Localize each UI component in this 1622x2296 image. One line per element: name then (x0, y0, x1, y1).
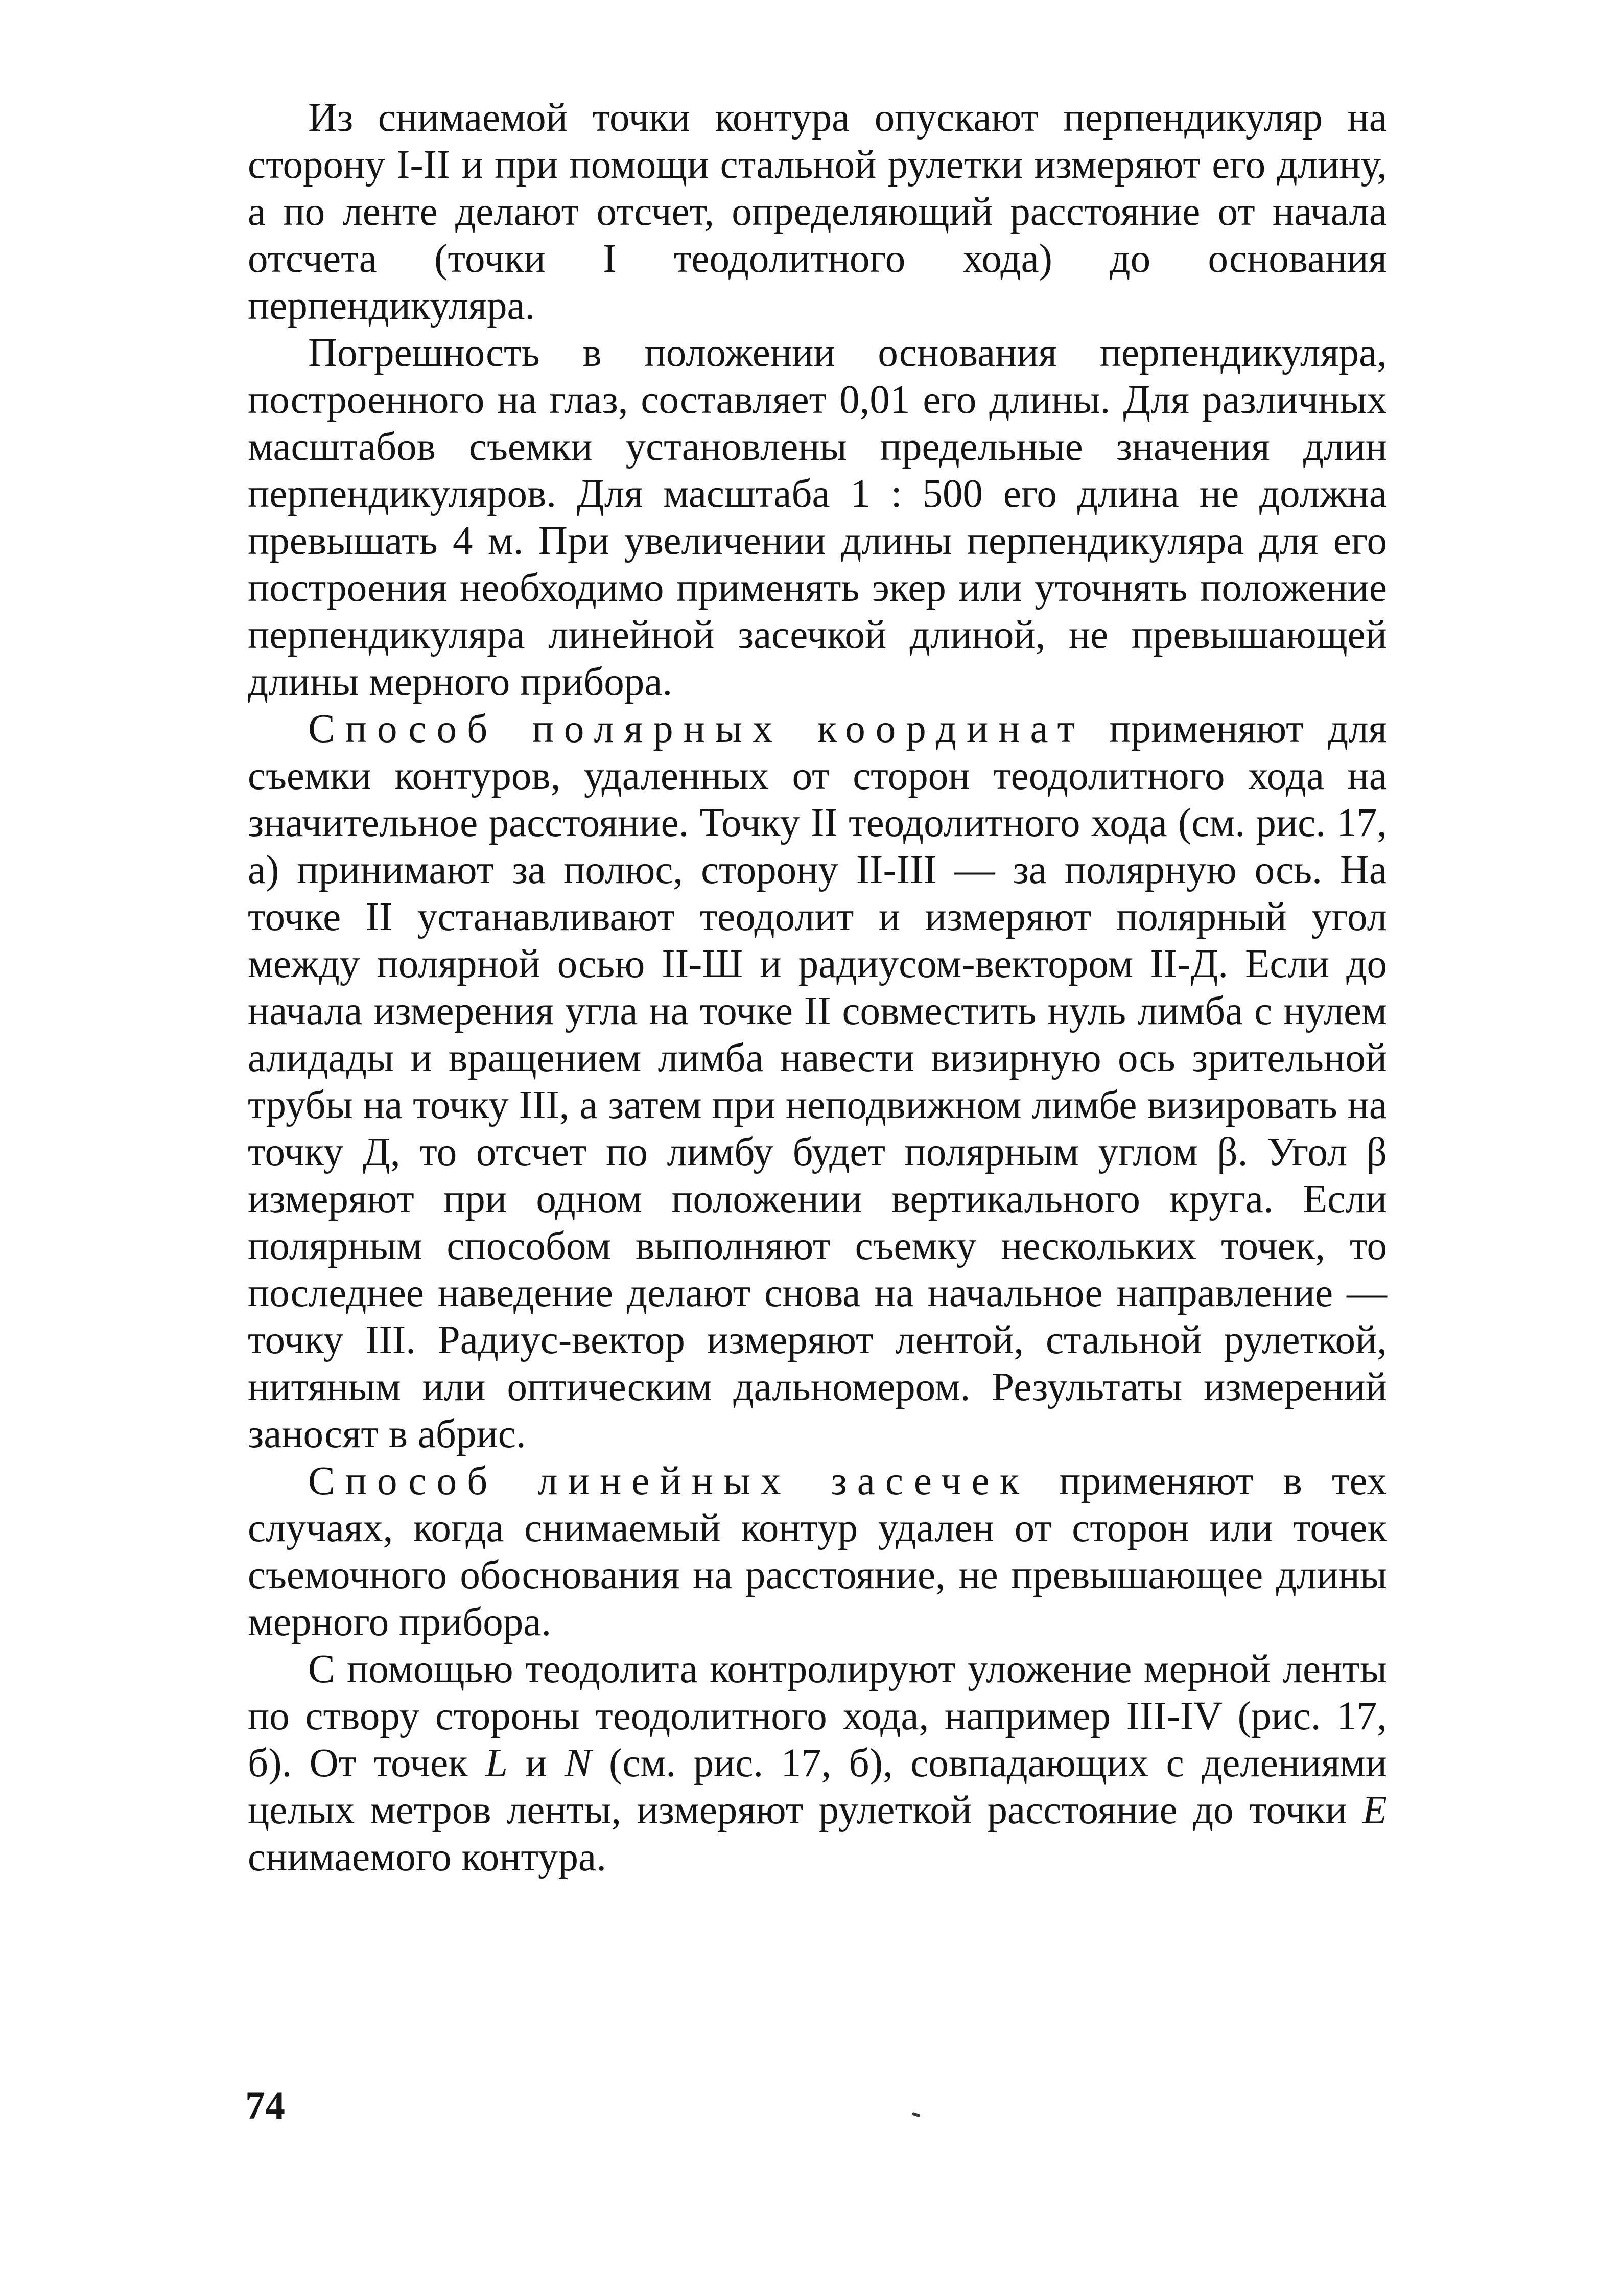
method-term: Способ полярных координат (308, 707, 1085, 751)
paragraph-text: Из снимаемой точки контура опускают перпендикуляр на сторону I-II и при помощи стальной рулетки измеряют его длину, а по ленте делают отсчет, определяющий расстояние от начала отсчета (точки I теодолитного хода) до основания перпендикуляра. (248, 96, 1387, 328)
method-term: Способ линейных засечек (308, 1459, 1030, 1503)
paragraph-polar-coordinates (248, 706, 1387, 1458)
paragraph-perpendicular-method (248, 95, 1387, 330)
point-label-e: E (1362, 1788, 1387, 1833)
print-speck (911, 2112, 920, 2118)
paragraph-text: (см. рис. 17, б), совпадающих с делениями целых метров ленты, измеряют рулеткой расстояние до точки (248, 1741, 1387, 1833)
paragraph-perpendicular-error (248, 330, 1387, 706)
page-number: 74 (245, 2083, 285, 2127)
point-label-n: N (564, 1741, 592, 1785)
paragraph-theodolite-control (248, 1646, 1387, 1881)
paragraph-text: применяют в тех случаях, когда снимаемый контур удален от сторон или точек съемочного обоснования на расстояние, не превышающее длины мерного прибора. (248, 1459, 1387, 1644)
paragraph-linear-intersections (248, 1458, 1387, 1646)
point-label-l: L (485, 1741, 508, 1785)
paragraph-text: С помощью теодолита контролируют уложение мерной ленты по створу стороны теодолитного хода, например III-IV (рис. 17, б). От точек (248, 1647, 1387, 1785)
paragraph-text: и (507, 1741, 565, 1785)
body-text (248, 95, 1387, 1881)
paragraph-text: снимаемого контура. (248, 1835, 606, 1880)
paragraph-text: Погрешность в положении основания перпендикуляра, построенного на глаз, составляет 0,01 его длины. Для различных масштабов съемки установлены предельные значения длин перпендикуляров. Для масштаба 1 : 500 его длина не должна превышать 4 м. При увеличении длины перпендикуляра для его построения необходимо применять экер или уточнять положение перпендикуляра линейной засечкой длиной, не превышающей длины мерного прибора. (248, 331, 1387, 704)
paragraph-text: применяют для съемки контуров, удаленных от сторон теодолитного хода на значительное расстояние. Точку II теодолитного хода (см. рис. 17, а) принимают за полюс, сторону II-III — за полярную ось. На точке II устанавливают теодолит и измеряют полярный угол между полярной осью II-Ш и радиусом-вектором II-Д. Если до начала измерения угла на точке II совместить нуль лимба с нулем алидады и вращением лимба навести визирную ось зрительной трубы на точку III, а затем при неподвижном лимбе визировать на точку Д, то отсчет по лимбу будет полярным углом β. Угол β измеряют при одном положении вертикального круга. Если полярным способом выполняют съемку нескольких точек, то последнее наведение делают снова на начальное направление — точку III. Радиус-вектор измеряют лентой, стальной рулеткой, нитяным или оптическим дальномером. Результаты измерений заносят в абрис. (248, 707, 1388, 1456)
